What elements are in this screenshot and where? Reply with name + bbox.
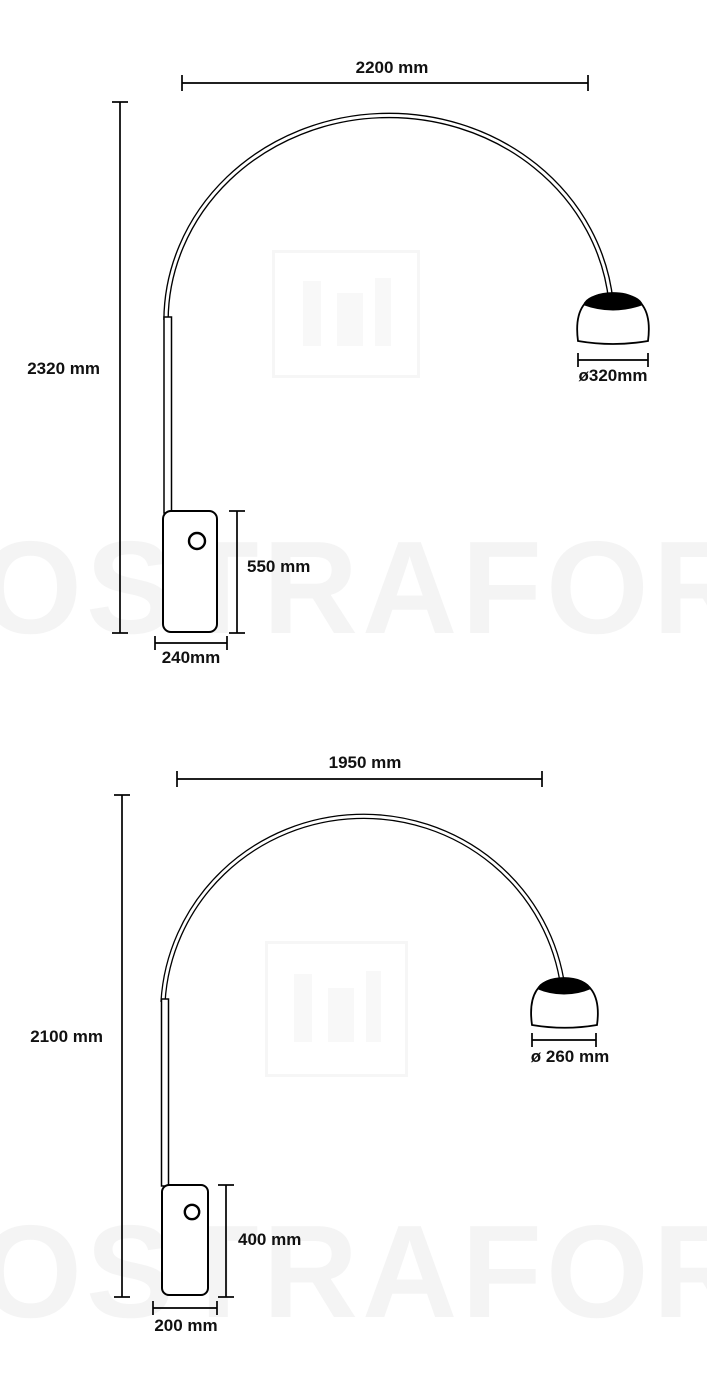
base-height-dimension <box>218 1185 234 1297</box>
marble-base <box>163 511 217 632</box>
label-shade-diameter-small: ø 260 mm <box>530 1047 610 1066</box>
base-hole <box>189 533 205 549</box>
stem <box>162 999 169 1186</box>
arc-tube <box>166 115 611 320</box>
label-shade-diameter-large: ø320mm <box>578 366 648 385</box>
label-total-height-large: 2320 mm <box>27 359 100 378</box>
diagram-small-version <box>114 771 598 1315</box>
arc-width-dimension <box>177 771 542 787</box>
label-base-width-small: 200 mm <box>154 1316 218 1335</box>
shade-diameter-dimension <box>532 1033 596 1047</box>
shade-diameter-dimension <box>578 353 648 367</box>
label-arc-width-large: 2200 mm <box>355 58 429 77</box>
diagram-large-version <box>112 75 649 650</box>
label-arc-width-small: 1950 mm <box>328 753 402 772</box>
base-hole <box>185 1205 199 1219</box>
total-height-dimension <box>112 102 128 633</box>
stem <box>164 317 172 513</box>
base-height-dimension <box>229 511 245 633</box>
label-base-width-large: 240mm <box>161 648 221 667</box>
label-total-height-small: 2100 mm <box>30 1027 103 1046</box>
marble-base <box>162 1185 208 1295</box>
label-base-height-large: 550 mm <box>247 557 311 576</box>
base-width-dimension <box>153 1301 217 1315</box>
arc-tube <box>163 816 563 1002</box>
label-base-height-small: 400 mm <box>238 1230 302 1249</box>
total-height-dimension <box>114 795 130 1297</box>
